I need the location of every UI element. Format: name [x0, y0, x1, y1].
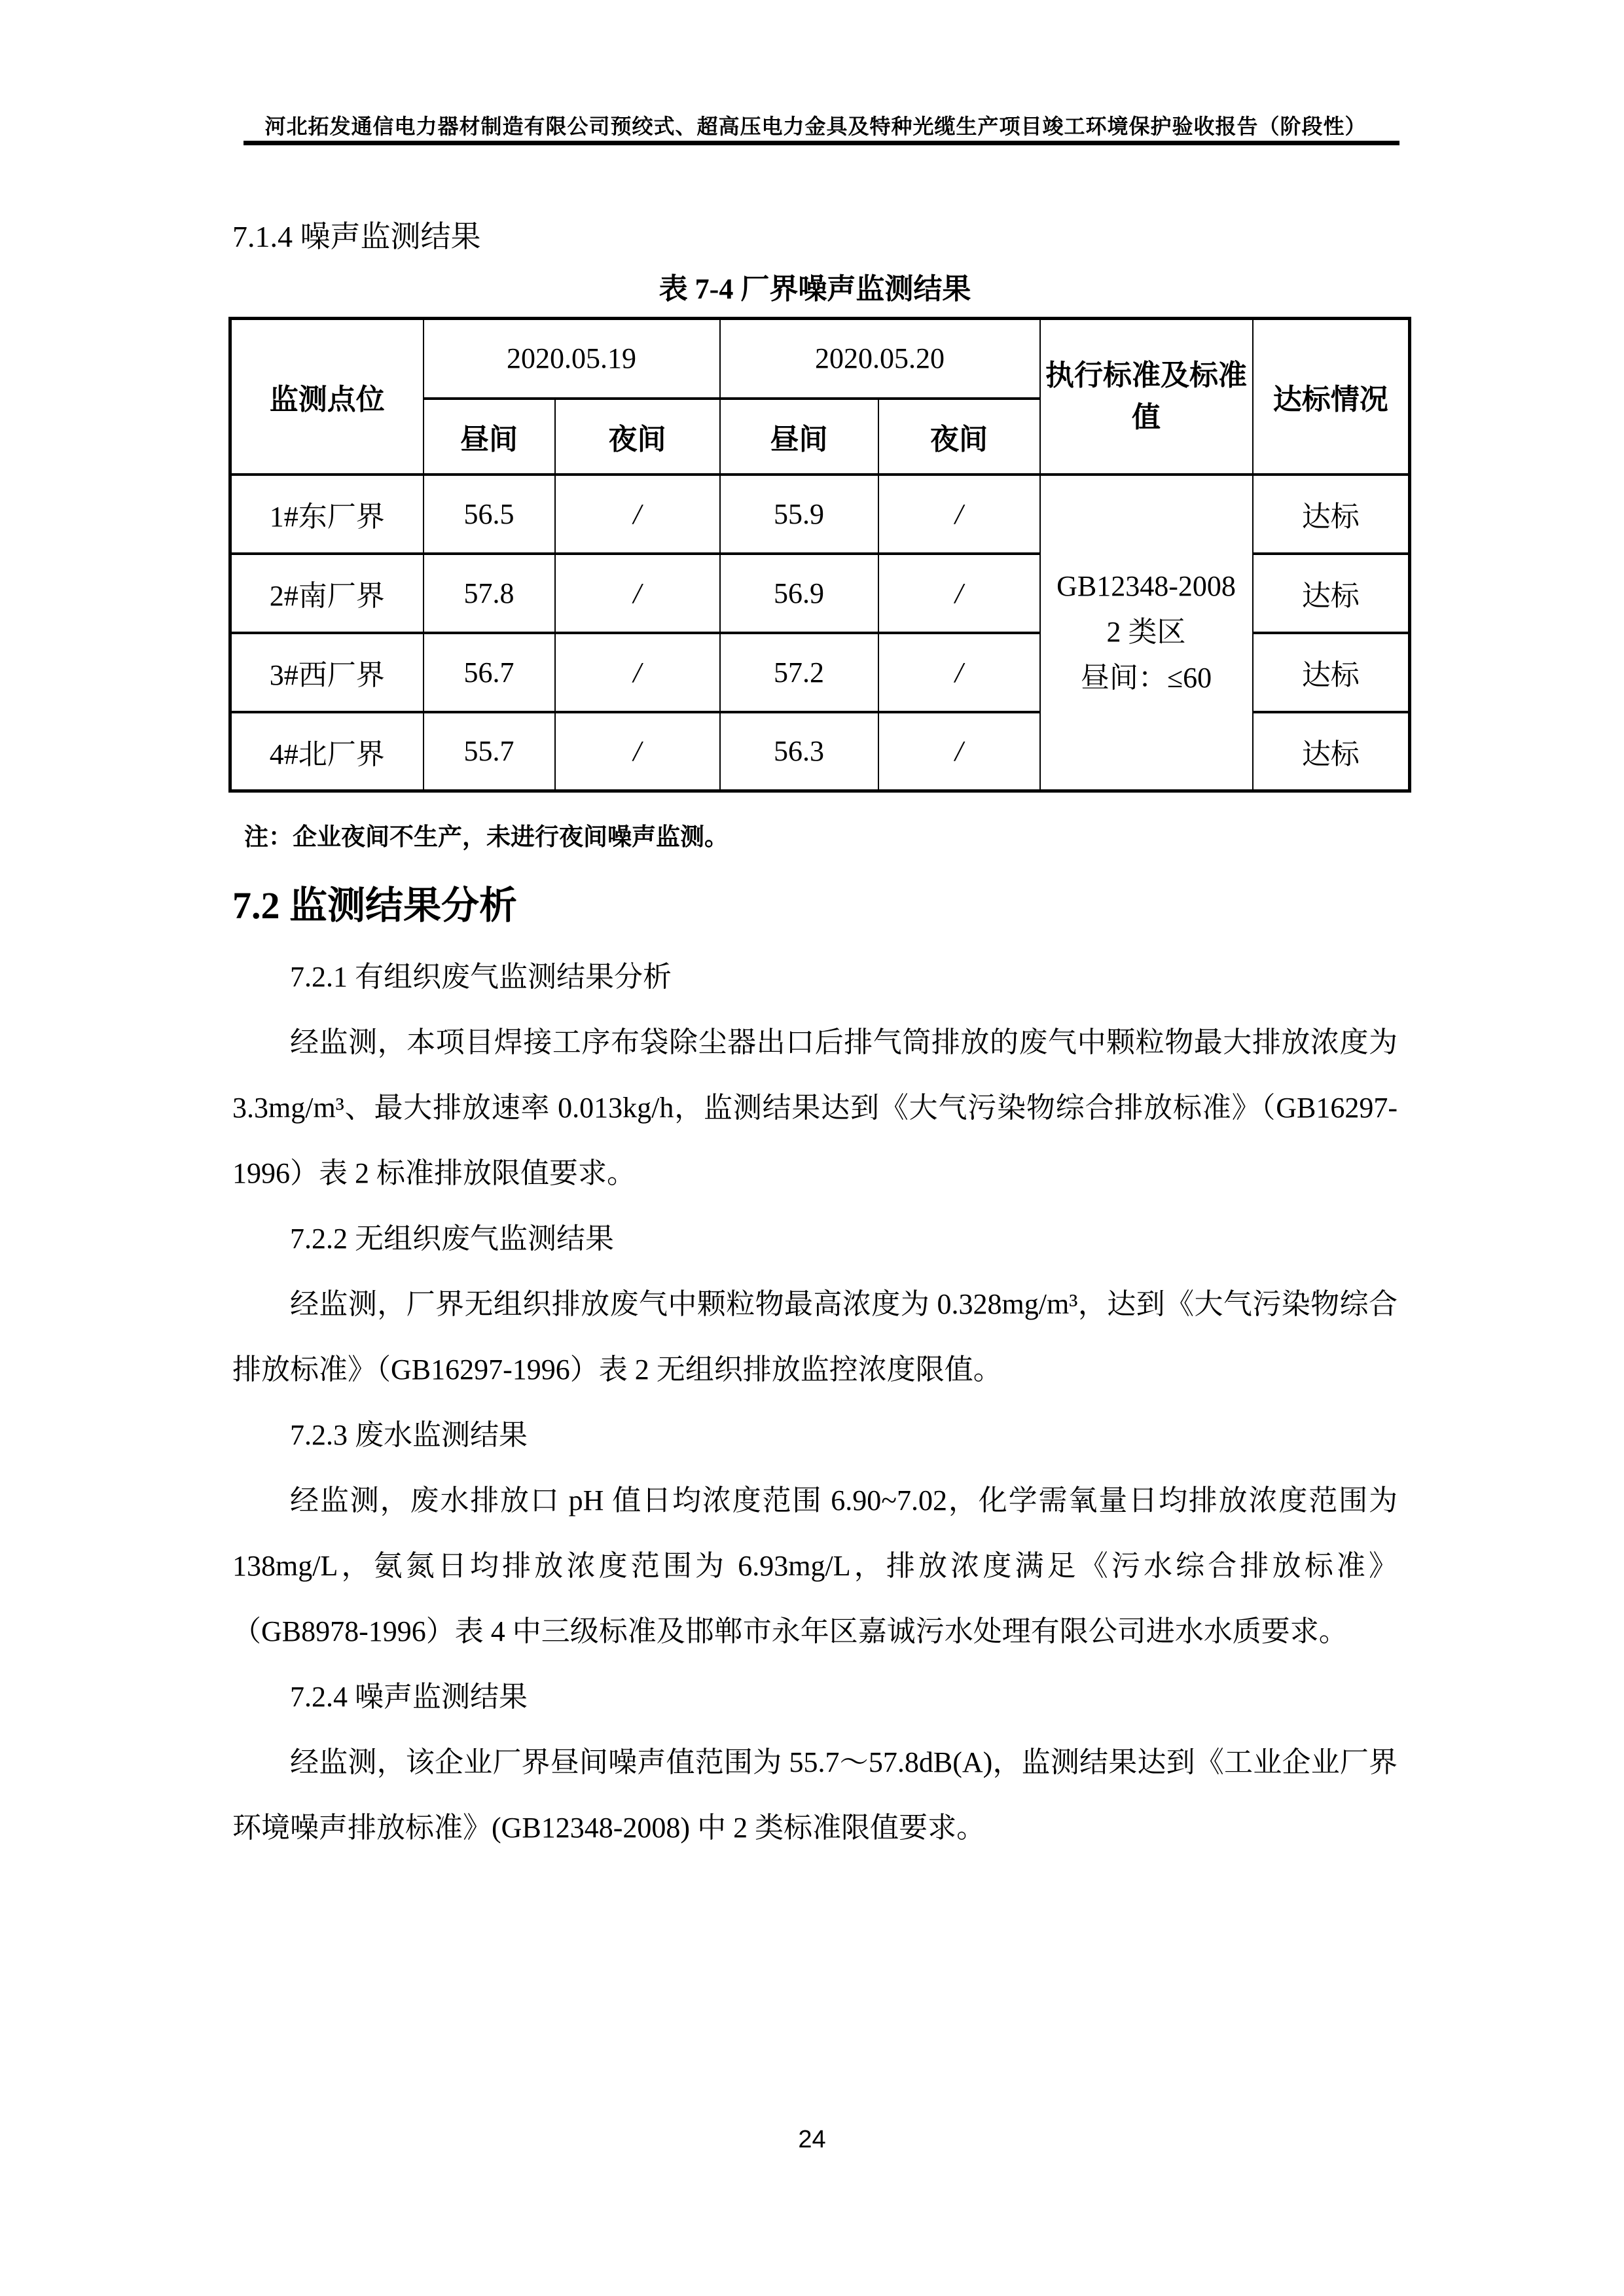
- cell-value: /: [878, 475, 1040, 554]
- section-7-2-body: [232, 944, 1398, 1861]
- standard-line: GB12348-2008: [1056, 570, 1236, 603]
- standard-line: 2 类区: [1106, 616, 1186, 649]
- section-7-1-4-heading: 7.1.4 噪声监测结果: [232, 220, 481, 253]
- table-note: 注：企业夜间不生产，未进行夜间噪声监测。: [244, 824, 729, 851]
- col-header-monitoring-point: 监测点位: [230, 319, 424, 475]
- cell-point: 1#东厂界: [230, 475, 424, 554]
- cell-compliance: 达标: [1253, 554, 1410, 633]
- cell-point: 3#西厂界: [230, 633, 424, 712]
- cell-value: 56.9: [720, 554, 878, 633]
- table-row: [230, 475, 1410, 554]
- subsection-7-2-2-heading: 7.2.2 无组织废气监测结果: [290, 1223, 614, 1255]
- subsection-7-2-3-heading: 7.2.3 废水监测结果: [290, 1419, 528, 1451]
- cell-value: 55.9: [720, 475, 878, 554]
- cell-value: /: [555, 475, 720, 554]
- cell-value: /: [878, 712, 1040, 791]
- noise-monitoring-table: [228, 317, 1411, 793]
- cell-value: /: [878, 633, 1040, 712]
- cell-compliance: 达标: [1253, 712, 1410, 791]
- cell-value: 57.8: [424, 554, 555, 633]
- col-header-standard: 执行标准及标准值: [1040, 319, 1253, 475]
- subsection-7-2-2-paragraph: 经监测，厂界无组织排放废气中颗粒物最高浓度为 0.328mg/m³，达到《大气污染物综合排放标准》（GB16297-1996）表 2 无组织排放监控浓度限值。: [232, 1288, 1398, 1386]
- subsection-7-2-4-heading: 7.2.4 噪声监测结果: [290, 1681, 528, 1713]
- table-7-4-caption: 表 7-4 厂界噪声监测结果: [659, 273, 971, 305]
- cell-compliance: 达标: [1253, 475, 1410, 554]
- cell-value: 57.2: [720, 633, 878, 712]
- col-subheader-nighttime-2: 夜间: [878, 399, 1040, 475]
- standard-line: 昼间：≤60: [1080, 662, 1212, 694]
- subsection-7-2-1-heading: 7.2.1 有组织废气监测结果分析: [290, 961, 672, 993]
- cell-point: 4#北厂界: [230, 712, 424, 791]
- cell-point: 2#南厂界: [230, 554, 424, 633]
- cell-value: /: [555, 712, 720, 791]
- cell-value: 56.5: [424, 475, 555, 554]
- cell-compliance: 达标: [1253, 633, 1410, 712]
- cell-value: /: [555, 554, 720, 633]
- col-subheader-daytime-1: 昼间: [424, 399, 555, 475]
- col-subheader-nighttime-1: 夜间: [555, 399, 720, 475]
- cell-value: 56.7: [424, 633, 555, 712]
- subsection-7-2-4-paragraph: 经监测，该企业厂界昼间噪声值范围为 55.7～57.8dB(A)，监测结果达到《工业企业厂界环境噪声排放标准》(GB12348-2008) 中 2 类标准限值要求。: [232, 1746, 1398, 1844]
- page-number: 24: [798, 2126, 826, 2153]
- col-header-date-2: 2020.05.20: [720, 319, 1040, 399]
- subsection-7-2-3-paragraph: 经监测，废水排放口 pH 值日均浓度范围 6.90~7.02，化学需氧量日均排放浓度范围为 138mg/L，氨氮日均排放浓度范围为 6.93mg/L，排放浓度满足《污水综合排放标准》（GB8978-1996）表 4 中三级标准及邯郸市永年区嘉诚污水处理有限公司进水水质要求。: [232, 1484, 1398, 1647]
- cell-value: /: [555, 633, 720, 712]
- col-subheader-daytime-2: 昼间: [720, 399, 878, 475]
- subsection-7-2-1-paragraph: 经监测，本项目焊接工序布袋除尘器出口后排气筒排放的废气中颗粒物最大排放浓度为 3.3mg/m³、最大排放速率 0.013kg/h，监测结果达到《大气污染物综合排放标准》（GB16297-1996）表 2 标准排放限值要求。: [232, 1026, 1398, 1189]
- page-content: [232, 0, 1398, 1861]
- section-7-2-heading: 7.2 监测结果分析: [232, 884, 518, 927]
- cell-value: /: [878, 554, 1040, 633]
- col-header-compliance: 达标情况: [1253, 319, 1410, 475]
- cell-value: 56.3: [720, 712, 878, 791]
- document-header-title: 河北拓发通信电力器材制造有限公司预绞式、超高压电力金具及特种光缆生产项目竣工环境保护验收报告（阶段性）: [264, 115, 1367, 138]
- cell-value: 55.7: [424, 712, 555, 791]
- col-header-date-1: 2020.05.19: [424, 319, 720, 399]
- cell-standard: [1040, 475, 1253, 791]
